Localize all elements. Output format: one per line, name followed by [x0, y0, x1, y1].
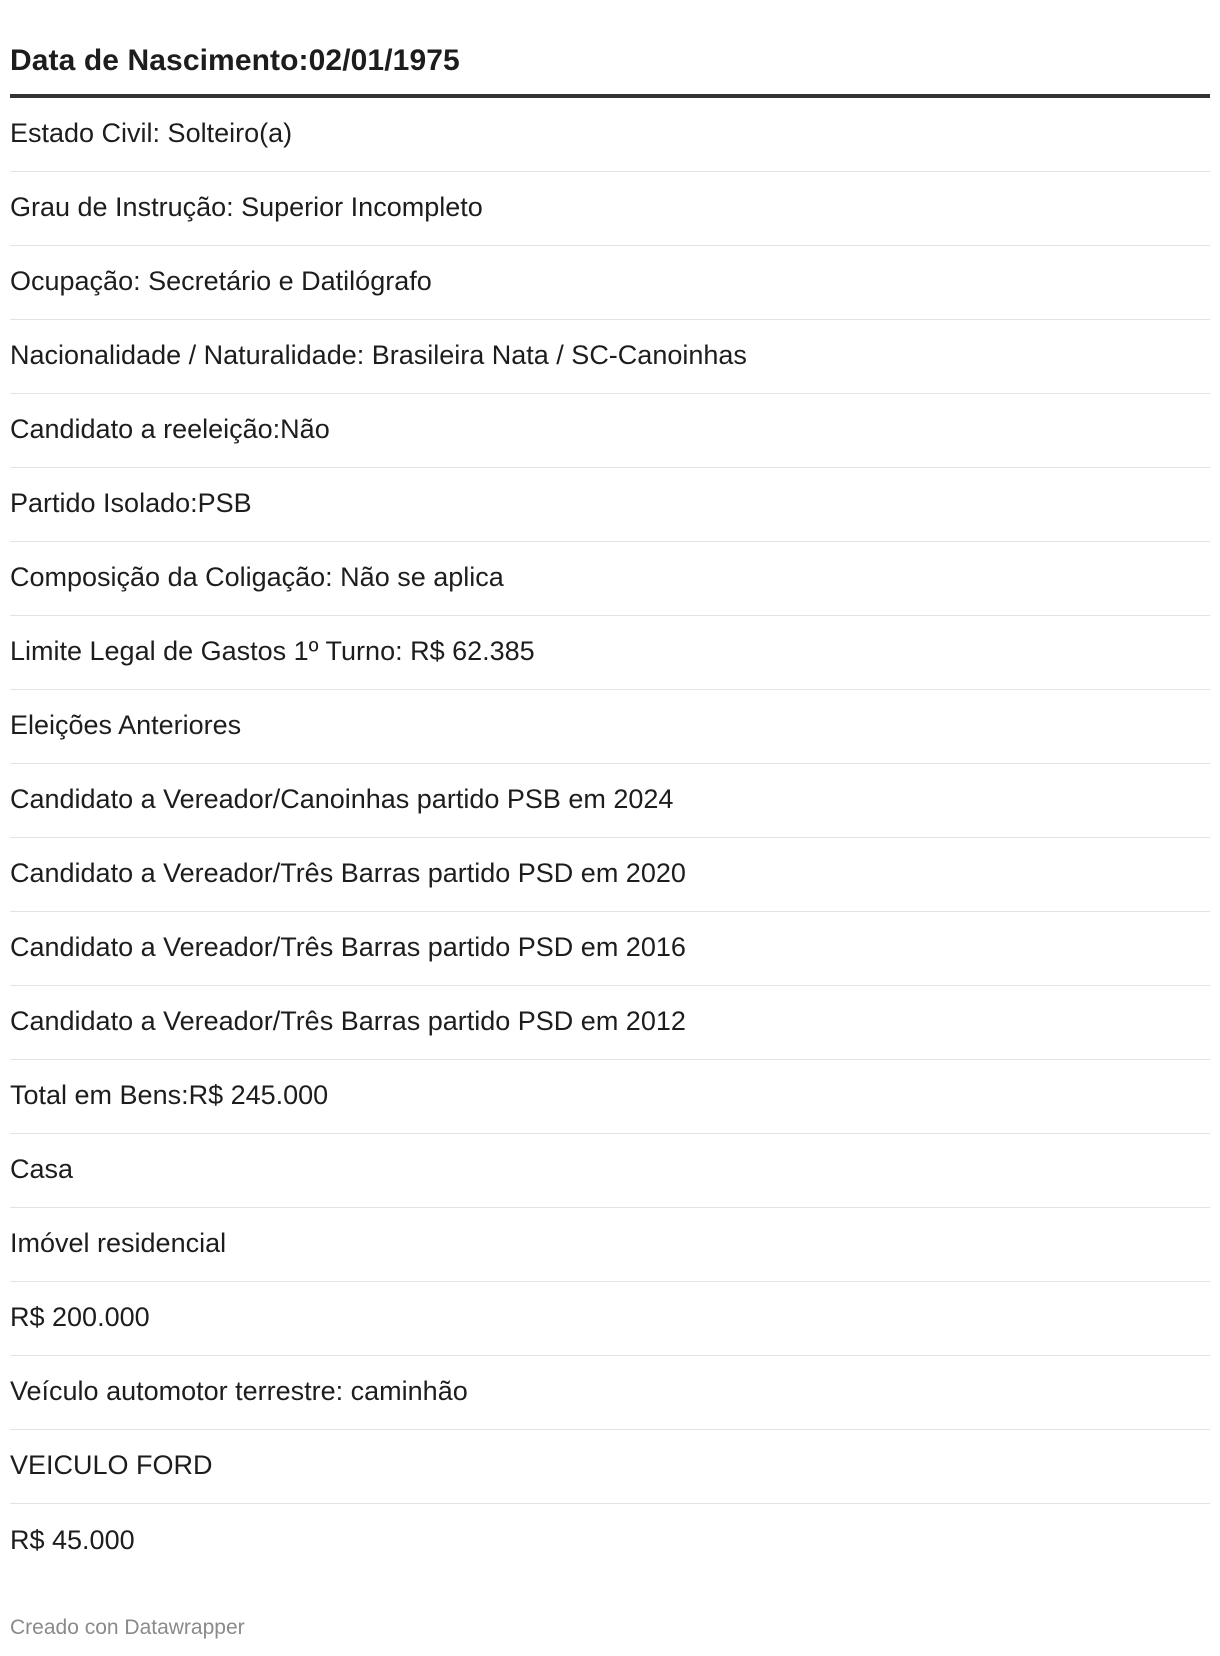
- table-header: [10, 0, 1210, 98]
- table-row: [10, 172, 1210, 246]
- datawrapper-credit[interactable]: Creado con Datawrapper: [10, 1616, 245, 1639]
- table-cell: Partido Isolado:PSB: [10, 488, 252, 518]
- table-row: [10, 690, 1210, 764]
- table-cell: Total em Bens:R$ 245.000: [10, 1080, 329, 1110]
- table-cell: Candidato a Vereador/Três Barras partido PSD em 2012: [10, 1006, 686, 1036]
- table-cell: Imóvel residencial: [10, 1228, 227, 1258]
- table-row: [10, 1134, 1210, 1208]
- table-cell: R$ 200.000: [10, 1302, 150, 1332]
- table-cell: Limite Legal de Gastos 1º Turno: R$ 62.385: [10, 636, 535, 666]
- table-row: [10, 320, 1210, 394]
- table-row: [10, 98, 1210, 172]
- table-cell: Ocupação: Secretário e Datilógrafo: [10, 266, 432, 296]
- table-row: [10, 764, 1210, 838]
- table-row: [10, 468, 1210, 542]
- table-row: [10, 246, 1210, 320]
- table-cell: Veículo automotor terrestre: caminhão: [10, 1376, 468, 1406]
- table-row: [10, 838, 1210, 912]
- table-cell: Candidato a Vereador/Canoinhas partido PSB em 2024: [10, 784, 674, 814]
- table-cell: Candidato a Vereador/Três Barras partido PSD em 2020: [10, 858, 686, 888]
- table-cell: Casa: [10, 1154, 74, 1184]
- table-cell: VEICULO FORD: [10, 1450, 213, 1480]
- data-table: [10, 0, 1210, 1578]
- table-row: [10, 1504, 1210, 1578]
- table-row: [10, 1430, 1210, 1504]
- table-cell: Eleições Anteriores: [10, 710, 242, 740]
- table-cell: Candidato a reeleição:Não: [10, 414, 330, 444]
- table-row: [10, 1356, 1210, 1430]
- table-row: [10, 1282, 1210, 1356]
- table-cell: Composição da Coligação: Não se aplica: [10, 562, 504, 592]
- table-row: [10, 986, 1210, 1060]
- table-row: [10, 1208, 1210, 1282]
- table-header-text: Data de Nascimento:02/01/1975: [10, 44, 460, 77]
- table-cell: Candidato a Vereador/Três Barras partido PSD em 2016: [10, 932, 686, 962]
- table-cell: Estado Civil: Solteiro(a): [10, 118, 293, 148]
- table-cell: Nacionalidade / Naturalidade: Brasileira Nata / SC-Canoinhas: [10, 340, 747, 370]
- table-row: [10, 616, 1210, 690]
- table-row: [10, 912, 1210, 986]
- table-row: [10, 394, 1210, 468]
- table-row: [10, 1060, 1210, 1134]
- table-cell: Grau de Instrução: Superior Incompleto: [10, 192, 483, 222]
- table-row: [10, 542, 1210, 616]
- table-cell: R$ 45.000: [10, 1524, 135, 1555]
